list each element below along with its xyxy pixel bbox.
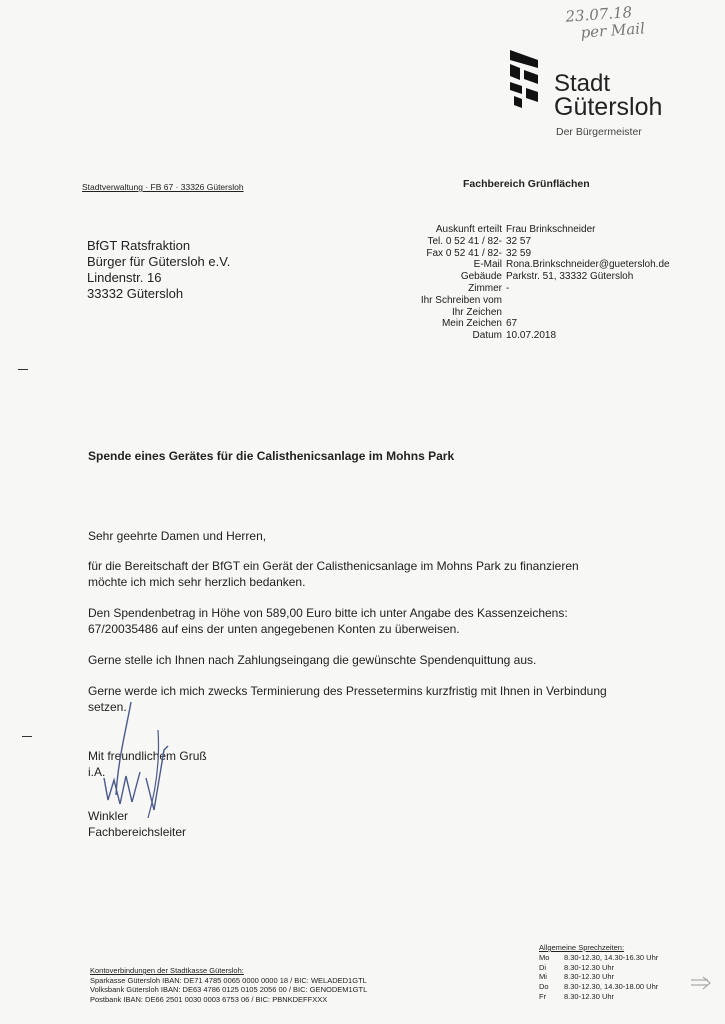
office-hours-row <box>539 963 658 973</box>
info-row <box>402 236 706 248</box>
info-row <box>402 330 706 342</box>
signatory-name: Winkler <box>88 809 129 823</box>
logo-line2: Gütersloh <box>554 93 663 121</box>
bank-accounts <box>90 966 367 1004</box>
paragraph-line: möchte ich mich sehr herzlich bedanken. <box>88 575 306 589</box>
recipient-address <box>87 238 230 302</box>
info-row <box>402 295 706 307</box>
recipient-line: Lindenstr. 16 <box>87 270 162 285</box>
info-label: E-Mail <box>473 259 502 271</box>
info-label: Mein Zeichen <box>441 318 502 330</box>
office-hours <box>539 943 658 1002</box>
info-value <box>506 295 706 307</box>
recipient-line: 33332 Gütersloh <box>87 286 184 301</box>
bank-account-line: Sparkasse Gütersloh IBAN: DE71 4785 0065 0000 0000 18 / BIC: WELADED1GTL <box>90 975 367 985</box>
info-value: Parkstr. 51, 33332 Gütersloh <box>506 271 634 283</box>
office-hours-time: 8.30-12.30 Uhr <box>564 972 615 982</box>
sender-return-address: Stadtverwaltung · FB 67 · 33326 Gütersloh <box>82 182 244 192</box>
info-row <box>402 318 706 330</box>
paragraph-line: 67/20035486 auf eins der unten angegebenen Konten zu überweisen. <box>88 622 460 636</box>
pencil-arrow-mark-icon <box>690 976 712 990</box>
info-value <box>506 307 706 319</box>
letter-subject: Spende eines Gerätes für die Calisthenicsanlage im Mohns Park <box>88 449 455 463</box>
info-label: Fax 0 52 41 / 82- <box>426 247 502 259</box>
closing-ia: i.A. <box>88 765 106 779</box>
info-row <box>402 271 706 283</box>
office-hours-title: Allgemeine Sprechzeiten: <box>539 943 625 952</box>
info-label: Gebäude <box>460 271 502 283</box>
office-hours-time: 8.30-12.30, 14.30-16.30 Uhr <box>564 952 659 962</box>
fold-mark <box>18 369 28 370</box>
office-hours-day: Di <box>539 962 547 972</box>
paragraph-line: Den Spendenbetrag in Höhe von 589,00 Euro bitte ich unter Angabe des Kassenzeichens: <box>88 606 568 620</box>
city-emblem-icon <box>508 50 548 112</box>
signature-drawing <box>86 700 196 820</box>
info-value: 32 57 <box>506 235 532 247</box>
logo-subtitle: Der Bürgermeister <box>556 126 642 138</box>
office-hours-time: 8.30-12.30, 14.30-18.00 Uhr <box>564 982 659 992</box>
signatory <box>88 808 186 840</box>
bank-account-line: Volksbank Gütersloh IBAN: DE63 4786 0125 0105 2056 00 / BIC: GENODEM1GTL <box>90 985 368 994</box>
info-value: 32 59 <box>506 247 532 259</box>
info-label: Datum <box>472 330 502 342</box>
paragraph-line: für die Bereitschaft der BfGT ein Gerät der Calisthenicsanlage im Mohns Park zu finanzieren <box>88 559 579 573</box>
office-hours-day: Mi <box>539 972 547 982</box>
office-hours-time: 8.30-12.30 Uhr <box>564 991 615 1001</box>
handwritten-note <box>565 3 646 42</box>
info-value: 10.07.2018 <box>506 330 557 342</box>
info-label: Zimmer <box>468 282 502 294</box>
info-row <box>402 259 706 271</box>
paragraph-line: Gerne werde ich mich zwecks Terminierung des Pressetermins kurzfristig mit Ihnen in Verbindung <box>88 684 607 698</box>
office-hours-day: Fr <box>539 991 547 1001</box>
info-value: Rona.Brinkschneider@guetersloh.de <box>506 259 670 271</box>
info-label: Tel. 0 52 41 / 82- <box>427 235 502 247</box>
office-hours-row <box>539 982 658 992</box>
info-row <box>402 283 706 295</box>
contact-info-block <box>402 224 706 342</box>
info-label: Auskunft erteilt <box>435 224 502 235</box>
closing-greeting: Mit freundlichem Gruß <box>88 749 207 763</box>
recipient-line: BfGT Ratsfraktion <box>87 238 191 253</box>
paragraph-line: Gerne stelle ich Ihnen nach Zahlungseingang die gewünschte Spendenquittung aus. <box>88 653 537 667</box>
handwritten-note-line2: per Mail <box>579 19 646 42</box>
info-value: Frau Brinkschneider <box>506 224 596 235</box>
fold-mark <box>22 736 32 737</box>
info-row <box>402 307 706 319</box>
office-hours-row <box>539 992 658 1002</box>
office-hours-row <box>539 972 658 982</box>
department-heading: Fachbereich Grünflächen <box>463 178 590 190</box>
signatory-title: Fachbereichsleiter <box>88 825 187 839</box>
recipient-line: Bürger für Gütersloh e.V. <box>87 254 231 269</box>
info-label: Ihr Schreiben vom <box>420 294 502 306</box>
bank-accounts-title: Kontoverbindungen der Stadtkasse Gütersloh: <box>90 966 244 975</box>
office-hours-day: Do <box>539 982 549 992</box>
info-value: - <box>506 282 510 294</box>
info-value: 67 <box>506 318 518 330</box>
office-hours-row <box>539 953 658 963</box>
office-hours-time: 8.30-12.30 Uhr <box>564 962 615 972</box>
office-hours-day: Mo <box>539 952 550 962</box>
bank-account-line: Postbank IBAN: DE66 2501 0030 0003 6753 06 / BIC: PBNKDEFFXXX <box>90 994 328 1004</box>
info-row <box>402 224 706 236</box>
paragraph-line: setzen. <box>88 700 127 714</box>
handwritten-note-line1: 23.07.18 <box>564 3 633 26</box>
salutation: Sehr geehrte Damen und Herren, <box>88 529 267 543</box>
info-label: Ihr Zeichen <box>451 306 502 318</box>
logo-line1: Stadt <box>554 70 611 97</box>
info-row <box>402 248 706 260</box>
